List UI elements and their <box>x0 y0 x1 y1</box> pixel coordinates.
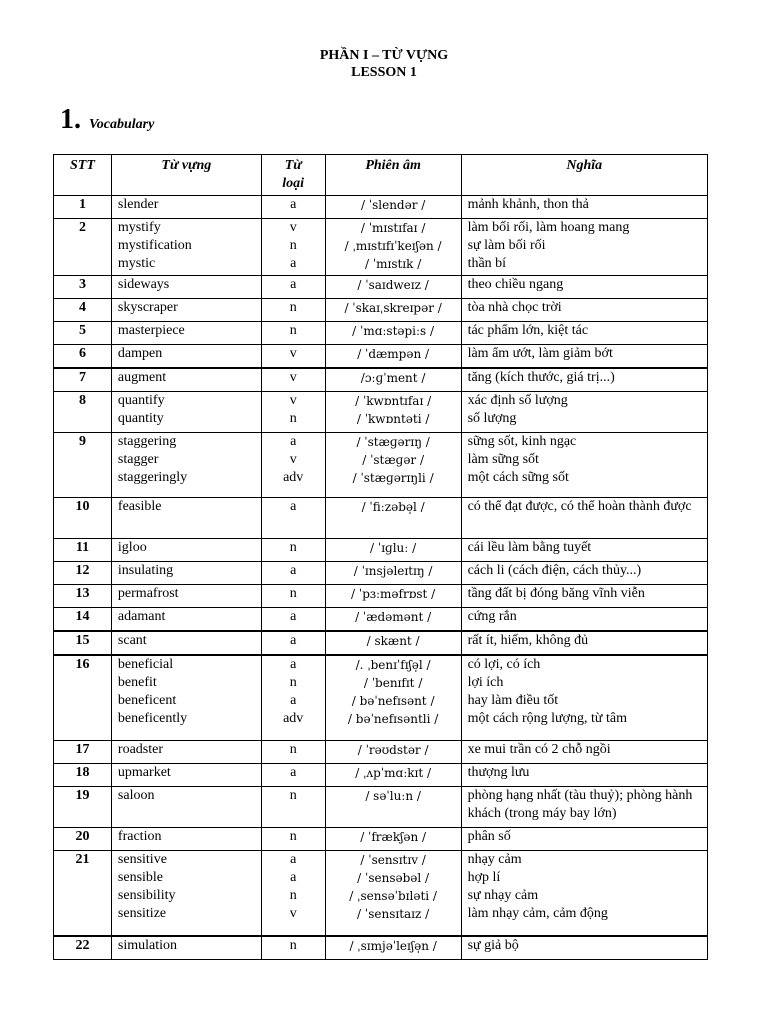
word-text: sensitive <box>117 852 167 867</box>
table-row <box>54 498 708 539</box>
cell-pos <box>261 562 325 585</box>
cell-stt: 6 <box>54 345 112 369</box>
table-row <box>54 741 708 764</box>
cell-word <box>111 196 261 219</box>
word-text: feasible <box>117 499 162 514</box>
cell-word <box>111 345 261 369</box>
cell-ipa <box>325 539 461 562</box>
ipa-text: / ˈstæɡərɪŋli / <box>352 471 434 485</box>
cell-mean <box>461 299 707 322</box>
cell-word <box>111 851 261 937</box>
ipa-text: / ˈkwɒntɪfaɪ / <box>355 394 432 408</box>
cell-mean <box>461 345 707 369</box>
cell-mean <box>461 196 707 219</box>
mean-text: xe mui trần có 2 chỗ ngồi <box>467 742 611 757</box>
page-header <box>0 47 768 81</box>
ipa-text: / səˈluːn / <box>365 789 421 803</box>
mean-text: tăng (kích thước, giá trị...) <box>467 370 615 385</box>
pos-text: a <box>290 197 297 212</box>
word-text: quantity <box>117 411 164 426</box>
pos-text: a <box>290 693 297 708</box>
mean-text: nhạy cảm <box>467 852 522 867</box>
word-text: staggering <box>117 434 177 449</box>
mean-text: thần bí <box>467 256 507 271</box>
word-text: igloo <box>117 540 147 555</box>
pos-text: v <box>289 906 297 921</box>
word-text: sideways <box>117 277 170 292</box>
word-text: slender <box>117 197 159 212</box>
cell-word <box>111 498 261 539</box>
mean-text: làm ẩm ướt, làm giảm bớt <box>467 346 613 361</box>
cell-ipa <box>325 655 461 741</box>
mean-text: tòa nhà chọc trời <box>467 300 562 315</box>
pos-text: n <box>289 540 297 555</box>
cell-stt: 14 <box>54 608 112 632</box>
cell-word <box>111 299 261 322</box>
pos-text: a <box>290 852 297 867</box>
ipa-text: / ˈbenɪfɪt / <box>363 676 423 690</box>
pos-text: n <box>289 888 297 903</box>
cell-mean <box>461 219 707 276</box>
ipa-text: / ˈmɑːstəpiːs / <box>352 324 435 338</box>
column-header-meaning: Nghĩa <box>461 155 707 196</box>
cell-mean <box>461 741 707 764</box>
cell-mean <box>461 498 707 539</box>
table-row <box>54 655 708 741</box>
cell-word <box>111 764 261 787</box>
cell-stt: 11 <box>54 539 112 562</box>
cell-pos <box>261 219 325 276</box>
pos-text: adv <box>283 711 304 726</box>
ipa-text: / ˌsɪmjəˈleɪʃə̩n / <box>349 939 437 953</box>
cell-ipa <box>325 368 461 392</box>
cell-stt: 3 <box>54 276 112 299</box>
cell-word <box>111 828 261 851</box>
word-text: roadster <box>117 742 164 757</box>
mean-text: tầng đất bị đóng băng vĩnh viễn <box>467 586 645 601</box>
cell-mean <box>461 828 707 851</box>
cell-pos <box>261 655 325 741</box>
ipa-text: /. ˌbenɪˈfɪʃə̩l / <box>355 658 431 672</box>
cell-stt: 21 <box>54 851 112 937</box>
cell-stt: 7 <box>54 368 112 392</box>
cell-stt: 5 <box>54 322 112 345</box>
cell-pos <box>261 498 325 539</box>
pos-text: a <box>290 256 297 271</box>
cell-word <box>111 562 261 585</box>
cell-ipa <box>325 276 461 299</box>
table-row <box>54 936 708 960</box>
pos-text: n <box>289 238 297 253</box>
cell-mean <box>461 787 707 828</box>
cell-ipa <box>325 741 461 764</box>
cell-word <box>111 741 261 764</box>
cell-mean <box>461 608 707 632</box>
ipa-text: / ˈmɪstɪfaɪ / <box>360 221 426 235</box>
section-heading <box>60 104 154 136</box>
section-number: 1. <box>60 104 81 135</box>
table-body <box>54 196 708 960</box>
mean-text: một cách sững sốt <box>467 470 569 485</box>
cell-mean <box>461 392 707 433</box>
ipa-text: / ˈkwɒntəti / <box>356 412 430 426</box>
cell-pos <box>261 936 325 960</box>
table-row <box>54 562 708 585</box>
cell-pos <box>261 299 325 322</box>
table-row <box>54 219 708 276</box>
mean-text: hay làm điều tốt <box>467 693 559 708</box>
cell-mean <box>461 433 707 498</box>
pos-text: v <box>289 452 297 467</box>
word-text: sensitize <box>117 906 167 921</box>
cell-ipa <box>325 936 461 960</box>
cell-word <box>111 787 261 828</box>
pos-text: n <box>289 742 297 757</box>
table-row <box>54 345 708 369</box>
ipa-text: / ˌsensəˈbɪləti / <box>349 889 437 903</box>
cell-stt: 1 <box>54 196 112 219</box>
mean-text: lợi ích <box>467 675 504 690</box>
table-row <box>54 851 708 937</box>
ipa-text: / ˈmɪstɪk / <box>364 257 422 271</box>
cell-word <box>111 219 261 276</box>
pos-text: a <box>290 563 297 578</box>
table-row <box>54 631 708 655</box>
ipa-text: / ˈpɜːməfrɒst / <box>351 587 436 601</box>
cell-pos <box>261 828 325 851</box>
table-row <box>54 299 708 322</box>
pos-text: n <box>289 788 297 803</box>
cell-ipa <box>325 851 461 937</box>
word-text: dampen <box>117 346 163 361</box>
ipa-text: / ˈsensɪtaɪz / <box>357 907 430 921</box>
word-text: sensibility <box>117 888 176 903</box>
cell-pos <box>261 585 325 608</box>
cell-pos <box>261 787 325 828</box>
word-text: skyscraper <box>117 300 178 315</box>
table-row <box>54 196 708 219</box>
cell-mean <box>461 368 707 392</box>
ipa-text: / ˌmɪstɪfɪˈkeɪʃən / <box>344 239 442 253</box>
cell-stt: 20 <box>54 828 112 851</box>
section-title: Vocabulary <box>89 117 155 132</box>
word-text: upmarket <box>117 765 171 780</box>
ipa-text: / ˈskaɪˌskreɪpər / <box>344 301 442 315</box>
ipa-text: / ˈrəʊdstər / <box>357 743 429 757</box>
cell-ipa <box>325 219 461 276</box>
word-text: mystification <box>117 238 192 253</box>
cell-ipa <box>325 498 461 539</box>
table-row <box>54 828 708 851</box>
table-row <box>54 322 708 345</box>
table-row <box>54 764 708 787</box>
cell-pos <box>261 741 325 764</box>
ipa-text: / ˌʌpˈmɑːkɪt / <box>355 766 432 780</box>
ipa-text: / ˈædəmənt / <box>355 610 432 624</box>
pos-text: n <box>289 829 297 844</box>
cell-mean <box>461 936 707 960</box>
cell-stt: 9 <box>54 433 112 498</box>
cell-ipa <box>325 433 461 498</box>
ipa-text: / bəˈnefɪsənt / <box>351 694 435 708</box>
word-text: mystic <box>117 256 156 271</box>
word-text: beneficent <box>117 693 177 708</box>
table-row <box>54 539 708 562</box>
pos-text: adv <box>283 470 304 485</box>
word-text: mystify <box>117 220 161 235</box>
pos-text: n <box>289 411 297 426</box>
ipa-text: / ˈsensɪtɪv / <box>360 853 426 867</box>
cell-ipa <box>325 345 461 369</box>
cell-ipa <box>325 196 461 219</box>
ipa-text: / ˈfiːzəbə̩l / <box>361 500 425 514</box>
column-header-pos <box>261 155 325 196</box>
pos-text: a <box>290 870 297 885</box>
mean-text: xác định số lượng <box>467 393 568 408</box>
cell-mean <box>461 631 707 655</box>
word-text: insulating <box>117 563 174 578</box>
pos-text: n <box>289 586 297 601</box>
cell-ipa <box>325 562 461 585</box>
header-title: PHẦN I – TỪ VỰNG <box>319 48 449 63</box>
mean-text: rất ít, hiếm, không đủ <box>467 633 589 648</box>
cell-ipa <box>325 764 461 787</box>
word-text: sensible <box>117 870 164 885</box>
cell-word <box>111 936 261 960</box>
cell-word <box>111 433 261 498</box>
table-row <box>54 392 708 433</box>
pos-text: a <box>290 765 297 780</box>
pos-text: v <box>289 220 297 235</box>
ipa-text: / bəˈnefɪsəntli / <box>347 712 439 726</box>
mean-text: làm sững sốt <box>467 452 539 467</box>
word-text: quantify <box>117 393 165 408</box>
word-text: simulation <box>117 938 178 953</box>
pos-text: a <box>290 434 297 449</box>
ipa-text: / ˈsaɪdweɪz / <box>357 278 429 292</box>
cell-word <box>111 322 261 345</box>
cell-pos <box>261 322 325 345</box>
cell-ipa <box>325 585 461 608</box>
cell-pos <box>261 764 325 787</box>
mean-text: có thể đạt được, có thể hoàn thành được <box>467 499 692 514</box>
cell-mean <box>461 655 707 741</box>
cell-ipa <box>325 608 461 632</box>
ipa-text: / ˈslendər / <box>360 198 426 212</box>
word-text: masterpiece <box>117 323 185 338</box>
vocabulary-table <box>53 154 708 960</box>
ipa-text: / ˈɪɡluː / <box>370 541 417 555</box>
cell-word <box>111 655 261 741</box>
cell-stt: 10 <box>54 498 112 539</box>
table-row <box>54 433 708 498</box>
ipa-text: / ˈstæɡərɪŋ / <box>356 435 430 449</box>
cell-ipa <box>325 299 461 322</box>
cell-pos <box>261 276 325 299</box>
cell-pos <box>261 392 325 433</box>
ipa-text: / ˈsensəbəl / <box>357 871 430 885</box>
ipa-text: / skænt / <box>366 634 420 648</box>
mean-text: sững sốt, kinh ngạc <box>467 434 577 449</box>
cell-mean <box>461 562 707 585</box>
cell-mean <box>461 322 707 345</box>
mean-text: cứng rắn <box>467 609 517 624</box>
pos-text: n <box>289 938 297 953</box>
mean-text: tác phẩm lớn, kiệt tác <box>467 323 589 338</box>
mean-text: phòng hạng nhất (tàu thuỷ); phòng hành khách (trong máy bay lớn) <box>467 788 693 821</box>
column-header-pos-label: Từ loại <box>282 158 305 191</box>
cell-pos <box>261 196 325 219</box>
table-row <box>54 787 708 828</box>
mean-text: theo chiều ngang <box>467 277 564 292</box>
cell-word <box>111 392 261 433</box>
mean-text: hợp lí <box>467 870 501 885</box>
cell-pos <box>261 608 325 632</box>
word-text: saloon <box>117 788 155 803</box>
pos-text: v <box>289 346 297 361</box>
word-text: fraction <box>117 829 162 844</box>
mean-text: làm bối rối, làm hoang mang <box>467 220 630 235</box>
cell-word <box>111 631 261 655</box>
pos-text: v <box>289 393 297 408</box>
word-text: adamant <box>117 609 166 624</box>
pos-text: a <box>290 657 297 672</box>
mean-text: thượng lưu <box>467 765 530 780</box>
cell-pos <box>261 345 325 369</box>
ipa-text: / ˈstæɡər / <box>362 453 425 467</box>
cell-word <box>111 585 261 608</box>
cell-stt: 17 <box>54 741 112 764</box>
cell-mean <box>461 276 707 299</box>
cell-ipa <box>325 787 461 828</box>
cell-word <box>111 368 261 392</box>
pos-text: n <box>289 323 297 338</box>
pos-text: a <box>290 633 297 648</box>
cell-stt: 13 <box>54 585 112 608</box>
cell-stt: 12 <box>54 562 112 585</box>
cell-stt: 2 <box>54 219 112 276</box>
cell-word <box>111 539 261 562</box>
ipa-text: / ˈɪnsjəleɪtɪŋ / <box>353 564 433 578</box>
mean-text: mảnh khảnh, thon thả <box>467 197 589 212</box>
ipa-text: / ˈdæmpən / <box>357 347 430 361</box>
cell-stt: 15 <box>54 631 112 655</box>
word-text: beneficial <box>117 657 174 672</box>
cell-mean <box>461 764 707 787</box>
cell-stt: 8 <box>54 392 112 433</box>
word-text: scant <box>117 633 147 648</box>
pos-text: a <box>290 499 297 514</box>
word-text: stagger <box>117 452 159 467</box>
cell-mean <box>461 851 707 937</box>
word-text: beneficently <box>117 711 188 726</box>
mean-text: cái lều làm bằng tuyết <box>467 540 592 555</box>
table-row <box>54 608 708 632</box>
header-subtitle: LESSON 1 <box>351 65 417 80</box>
cell-pos <box>261 539 325 562</box>
ipa-text: /ɔːɡˈment / <box>360 371 426 385</box>
column-header-ipa: Phiên âm <box>325 155 461 196</box>
column-header-word: Từ vựng <box>111 155 261 196</box>
cell-stt: 4 <box>54 299 112 322</box>
mean-text: số lượng <box>467 411 517 426</box>
mean-text: sự giả bộ <box>467 938 519 953</box>
mean-text: cách li (cách điện, cách thủy...) <box>467 563 642 578</box>
cell-pos <box>261 433 325 498</box>
mean-text: phân số <box>467 829 511 844</box>
cell-stt: 16 <box>54 655 112 741</box>
cell-word <box>111 608 261 632</box>
table-row <box>54 368 708 392</box>
column-header-stt: STT <box>54 155 112 196</box>
mean-text: có lợi, có ích <box>467 657 541 672</box>
cell-ipa <box>325 392 461 433</box>
cell-ipa <box>325 631 461 655</box>
word-text: permafrost <box>117 586 179 601</box>
cell-ipa <box>325 828 461 851</box>
word-text: benefit <box>117 675 157 690</box>
cell-stt: 18 <box>54 764 112 787</box>
mean-text: một cách rộng lượng, từ tâm <box>467 711 628 726</box>
pos-text: a <box>290 609 297 624</box>
cell-stt: 19 <box>54 787 112 828</box>
cell-mean <box>461 539 707 562</box>
table-header-row <box>54 155 708 196</box>
cell-stt: 22 <box>54 936 112 960</box>
mean-text: làm nhạy cảm, cảm động <box>467 906 608 921</box>
pos-text: n <box>289 675 297 690</box>
cell-mean <box>461 585 707 608</box>
table-row <box>54 276 708 299</box>
pos-text: a <box>290 277 297 292</box>
cell-pos <box>261 631 325 655</box>
word-text: staggeringly <box>117 470 188 485</box>
cell-pos <box>261 851 325 937</box>
pos-text: n <box>289 300 297 315</box>
cell-ipa <box>325 322 461 345</box>
cell-pos <box>261 368 325 392</box>
pos-text: v <box>289 370 297 385</box>
ipa-text: / ˈfrækʃən / <box>360 830 427 844</box>
mean-text: sự làm bối rối <box>467 238 546 253</box>
mean-text: sự nhạy cảm <box>467 888 539 903</box>
word-text: augment <box>117 370 167 385</box>
table-row <box>54 585 708 608</box>
cell-word <box>111 276 261 299</box>
